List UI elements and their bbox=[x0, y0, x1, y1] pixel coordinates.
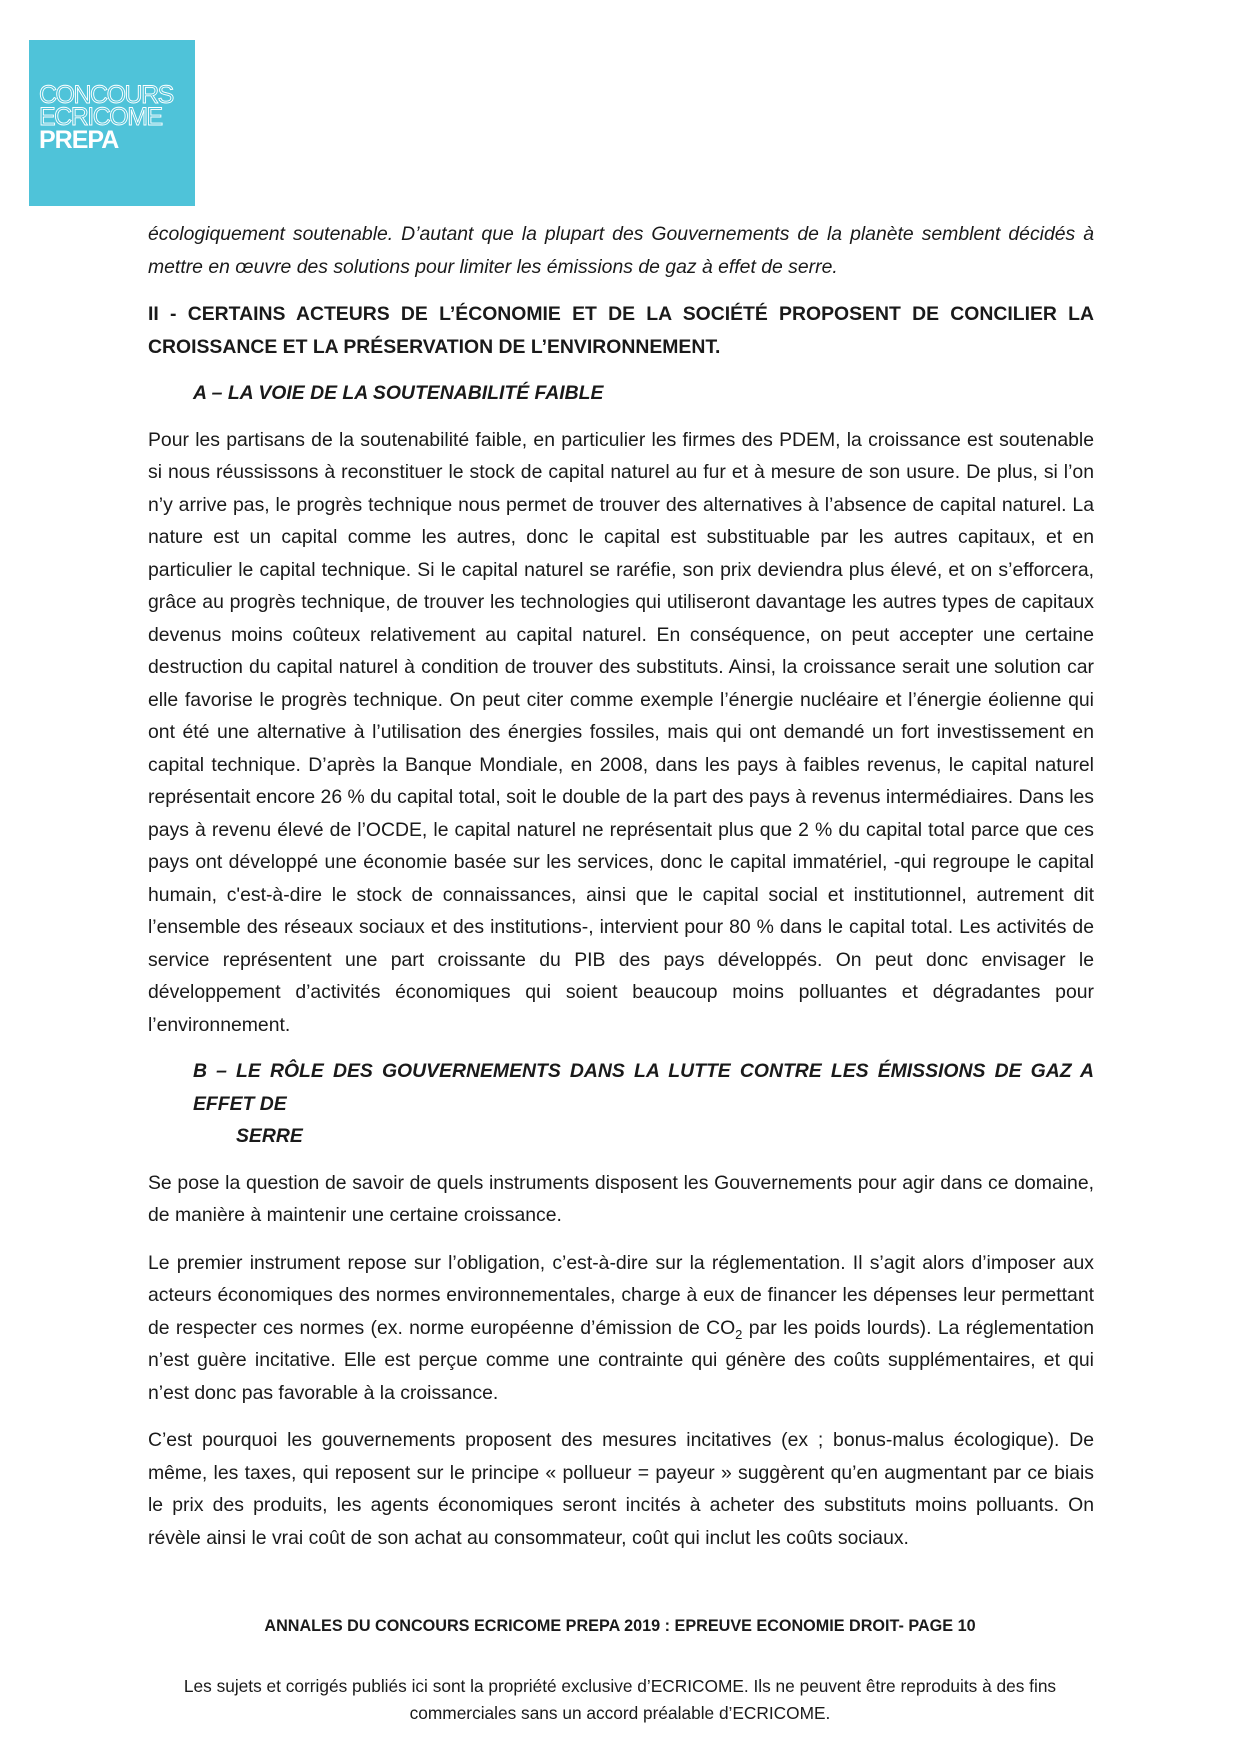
subsection-b-heading-line1: B – LE RÔLE DES GOUVERNEMENTS DANS LA LUTTE CONTRE LES ÉMISSIONS DE GAZ A EFFET DE bbox=[193, 1060, 1094, 1115]
subsection-b-paragraph-2 bbox=[148, 1247, 1094, 1410]
footer-copyright-note: Les sujets et corrigés publiés ici sont la propriété exclusive d’ECRICOME. Ils ne peuvent être reproduits à des fins commerciales sans un accord préalable d’ECRICOME. bbox=[183, 1676, 1057, 1723]
subsection-b-paragraph-1: Se pose la question de savoir de quels instruments disposent les Gouvernements pour agir dans ce domaine, de manière à maintenir une certaine croissance. bbox=[148, 1171, 1094, 1226]
logo-line-concours: CONCOURS bbox=[39, 81, 173, 109]
subsection-b-heading-line2: SERRE bbox=[236, 1125, 303, 1147]
subsection-a-paragraph: Pour les partisans de la soutenabilité faible, en particulier les firmes des PDEM, la croissance est soutenable si nous réussissons à reconstituer le stock de capital naturel au fur et à mesure de son usure. De plus, si l’on n’y arrive pas, le progrès technique nous permet de trouver des alternatives à l’absence de capital naturel. La nature est un capital comme les autres, donc le capital est substituable par les autres capitaux, et en particulier le capital technique. Si le capital naturel se raréfie, son prix deviendra plus élevé, et on s’efforcera, grâce au progrès technique, de trouver les technologies qui utiliseront davantage les autres types de capitaux devenus moins coûteux relativement au capital naturel. En conséquence, on peut accepter une certaine destruction du capital naturel à condition de trouver des substituts. Ainsi, la croissance serait une solution car elle favorise le progrès technique. On peut citer comme exemple l’énergie nucléaire et l’énergie éolienne qui ont été une alternative à l’utilisation des énergies fossiles, mais qui ont demandé un fort investissement en capital technique. D’après la Banque Mondiale, en 2008, dans les pays à faibles revenus, le capital naturel représentait encore 26 % du capital total, soit le double de la part des pays à revenus intermédiaires. Dans les pays à revenu élevé de l’OCDE, le capital naturel ne représentait plus que 2 % du capital total parce que ces pays ont développé une économie basée sur les services, donc le capital immatériel, -qui regroupe le capital humain, c'est-à-dire le stock de connaissances, ainsi que le capital social et institutionnel, autrement dit l’ensemble des réseaux sociaux et des institutions-, intervient pour 80 % dans le capital total. Les activités de service représentent une part croissante du PIB des pays développés. On peut donc envisager le développement d’activités économiques qui soient beaucoup moins polluantes et dégradantes pour l’environnement. bbox=[148, 428, 1094, 1036]
footer-title: ANNALES DU CONCOURS ECRICOME PREPA 2019 : EPREUVE ECONOMIE DROIT- PAGE 10 bbox=[264, 1617, 976, 1635]
ecricome-prepa-logo bbox=[29, 40, 195, 206]
paragraph-2-text-after: par les poids lourds). La réglementation n’est guère incitative. Elle est perçue comme une contrainte qui génère des coûts supplémentaires, et qui n’est donc pas favorable à la croissance. bbox=[148, 1316, 1094, 1404]
subsection-b-heading bbox=[148, 1055, 1094, 1153]
logo-line-ecricome: ECRICOME bbox=[39, 103, 162, 131]
section-heading: II - CERTAINS ACTEURS DE L’ÉCONOMIE ET DE LA SOCIÉTÉ PROPOSENT DE CONCILIER LA CROISSANCE ET LA PRÉSERVATION DE L’ENVIRONNEMENT. bbox=[148, 303, 1094, 358]
page-content bbox=[148, 218, 1094, 1554]
logo-line-prepa: PREPA bbox=[39, 126, 119, 154]
paragraph-2-text-before: Le premier instrument repose sur l’obligation, c’est-à-dire sur la réglementation. Il s’agit alors d’imposer aux acteurs économiques des normes environnementales, charge à eux de financer les dépenses leur permettant de respecter ces normes (ex. norme européenne d’émission de CO bbox=[148, 1251, 1094, 1339]
subsection-a-heading: A – LA VOIE DE LA SOUTENABILITÉ FAIBLE bbox=[193, 382, 604, 404]
subsection-b-paragraph-3: C’est pourquoi les gouvernements proposent des mesures incitatives (ex ; bonus-malus écologique). De même, les taxes, qui reposent sur le principe « pollueur = payeur » suggèrent qu’en augmentant par ce biais le prix des produits, les agents économiques seront incités à acheter des substituts moins polluants. On révèle ainsi le vrai coût de son achat au consommateur, coût qui inclut les coûts sociaux. bbox=[148, 1429, 1094, 1549]
intro-paragraph: écologiquement soutenable. D’autant que la plupart des Gouvernements de la planète semblent décidés à mettre en œuvre des solutions pour limiter les émissions de gaz à effet de serre. bbox=[148, 223, 1094, 278]
co2-subscript: 2 bbox=[735, 1326, 743, 1342]
